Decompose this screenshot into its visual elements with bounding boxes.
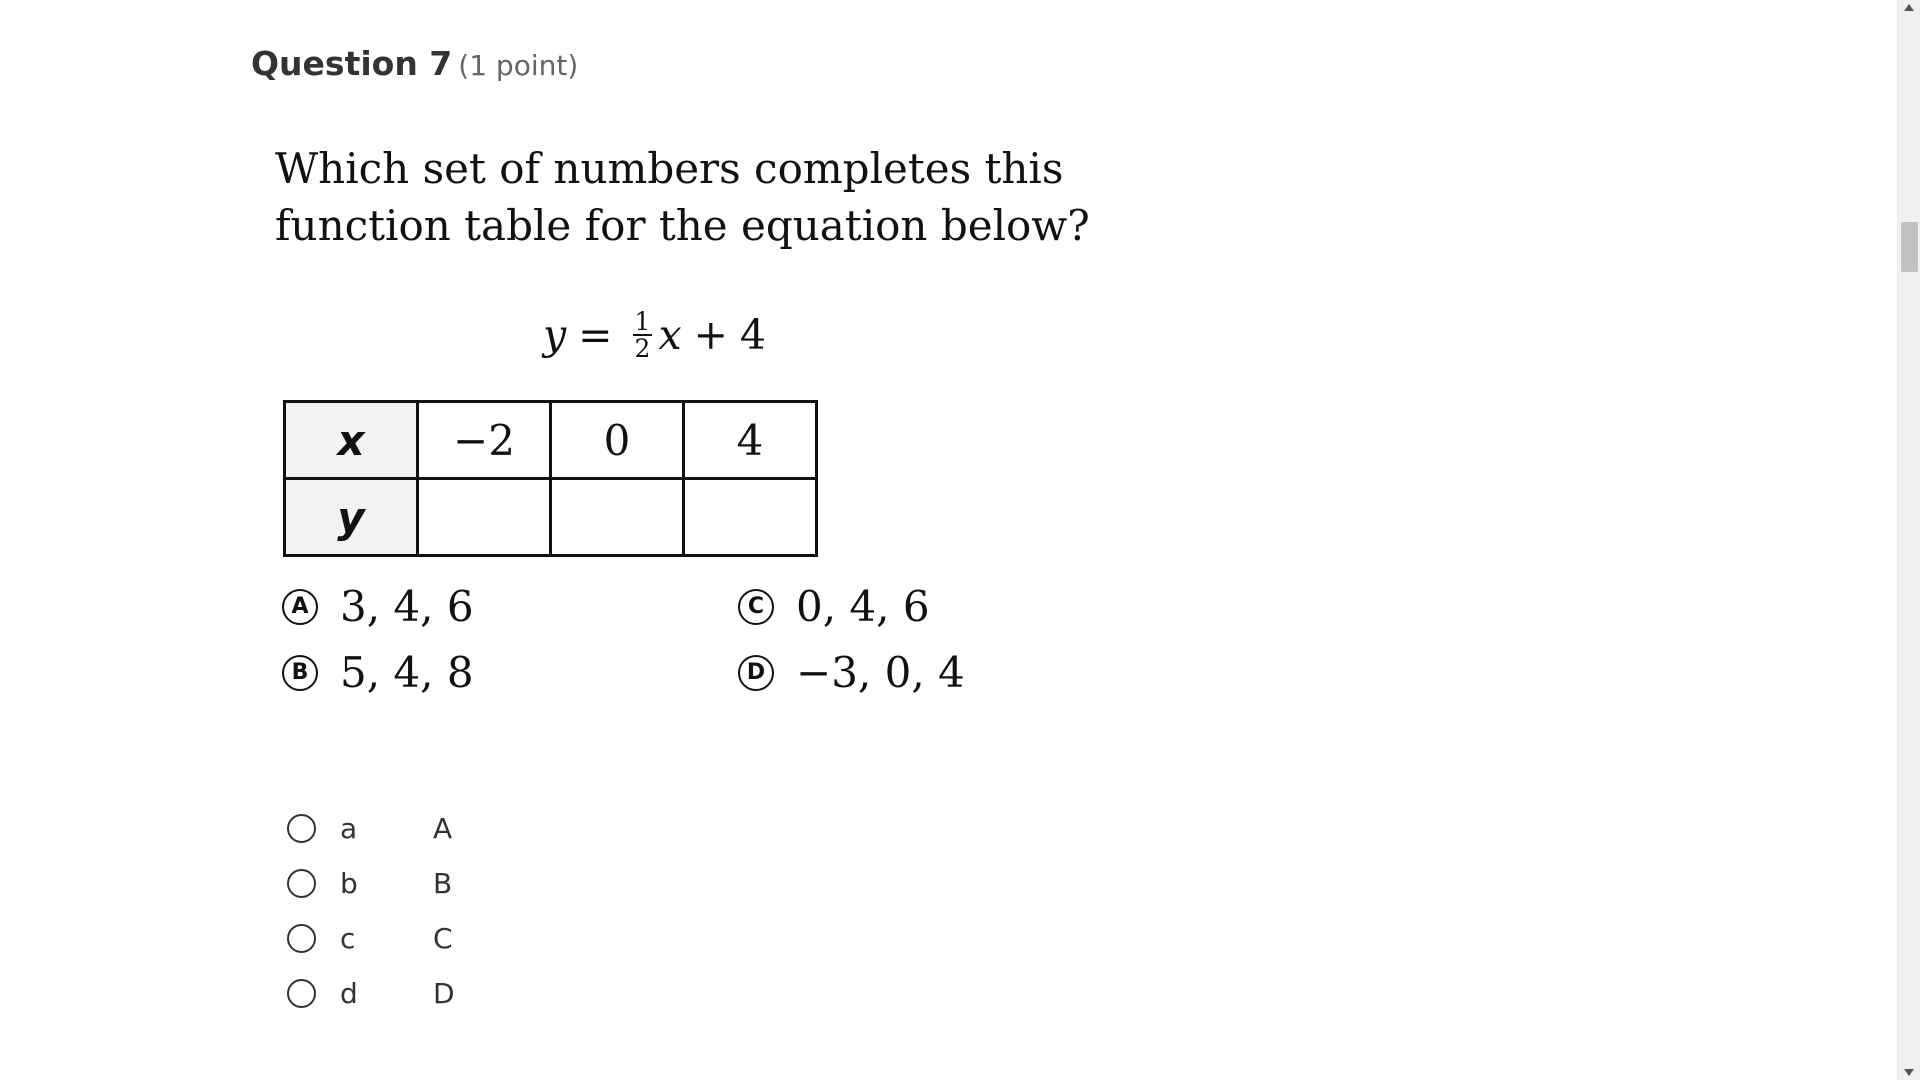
option-letter: c [340,921,356,955]
table-row-y [285,479,817,556]
choice-text: 5, 4, 8 [340,648,474,697]
equation-plus: + [693,311,728,359]
option-value: D [433,976,455,1010]
prompt-line-2: function table for the equation below? [275,201,1090,250]
circled-d-icon: D [738,655,774,691]
choice-a [282,582,474,631]
table-cell [418,479,551,556]
choice-text: 3, 4, 6 [340,582,474,631]
table-cell: 0 [551,402,684,479]
choice-text: 0, 4, 6 [796,582,930,631]
prompt-line-1: Which set of numbers completes this [275,144,1064,193]
question-header [251,44,578,83]
circled-a-icon: A [282,589,318,625]
equation-constant: 4 [739,311,767,359]
table-cell [684,479,817,556]
choice-d [738,648,965,697]
table-header-x: x [285,402,418,479]
triangle-up-icon[interactable] [1904,4,1914,11]
radio-button[interactable] [287,979,316,1008]
table-cell [551,479,684,556]
choice-text: −3, 0, 4 [796,648,965,697]
circled-c-icon: C [738,589,774,625]
option-value: B [433,866,453,900]
fraction-denominator: 2 [634,334,651,363]
question-points: (1 point) [458,49,579,82]
option-letter: b [340,866,358,900]
triangle-down-icon[interactable] [1904,1069,1914,1076]
question-prompt [275,140,1095,254]
vertical-scrollbar[interactable] [1897,0,1920,1080]
equation-variable: x [658,311,682,359]
equation-equals: = [578,311,613,359]
answer-option-b[interactable] [287,863,687,903]
equation-lhs: y [543,311,567,359]
radio-button[interactable] [287,869,316,898]
choice-c [738,582,930,631]
answer-option-c[interactable] [287,918,687,958]
table-row-x [285,402,817,479]
fraction-numerator: 1 [634,307,651,336]
radio-button[interactable] [287,924,316,953]
equation-fraction [633,309,653,361]
answer-option-a[interactable] [287,808,687,848]
scrollbar-thumb[interactable] [1901,222,1918,272]
option-value: C [433,921,453,955]
equation [543,295,766,375]
table-cell: −2 [418,402,551,479]
option-value: A [433,811,453,845]
option-letter: d [340,976,358,1010]
question-image [260,130,1100,720]
radio-button[interactable] [287,814,316,843]
option-letter: a [340,811,358,845]
table-header-y: y [285,479,418,556]
function-table [283,400,818,557]
circled-b-icon: B [282,655,318,691]
table-cell: 4 [684,402,817,479]
choice-b [282,648,474,697]
answer-option-d[interactable] [287,973,687,1013]
question-title: Question 7 [251,44,453,83]
